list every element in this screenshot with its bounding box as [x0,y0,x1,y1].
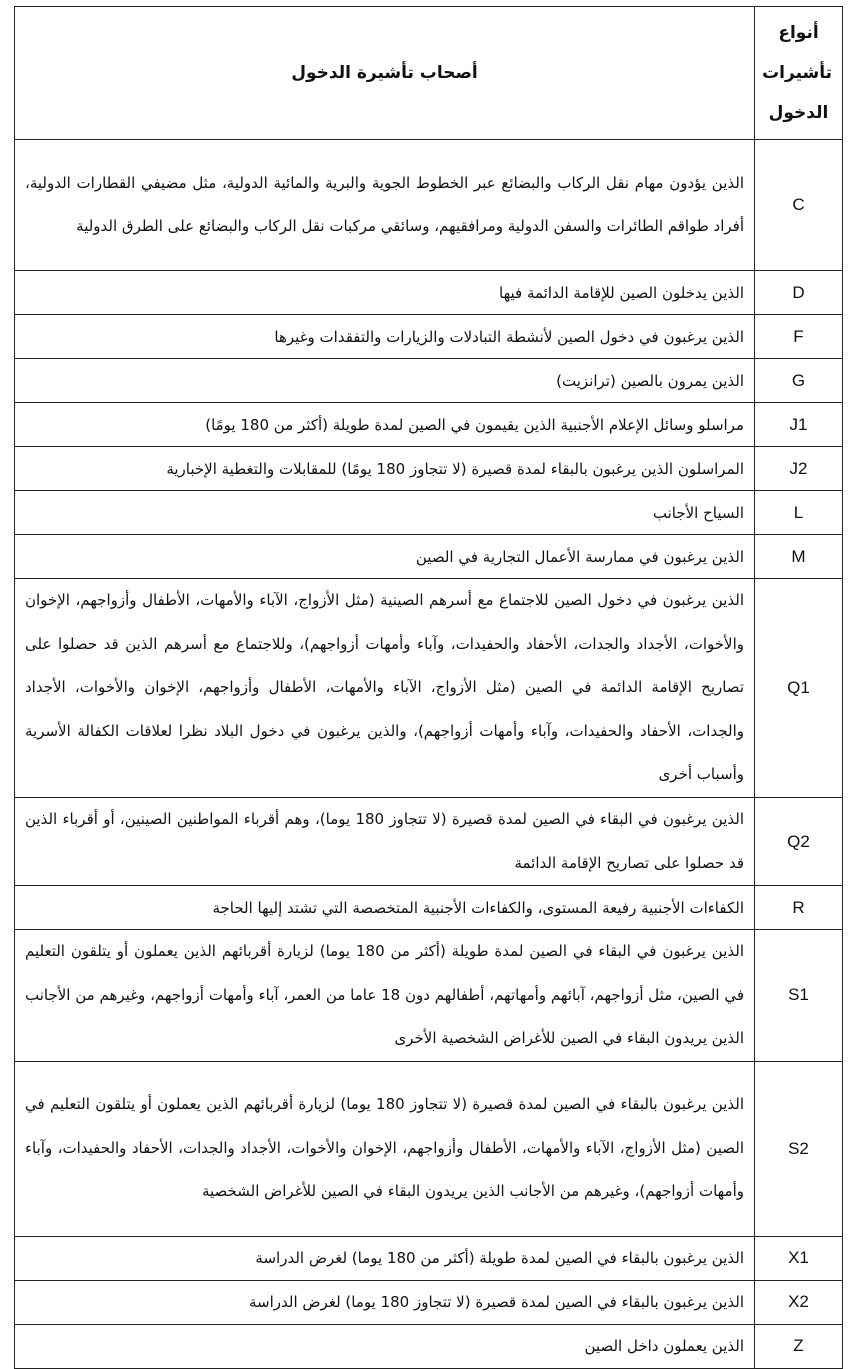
visa-holder-description: الكفاءات الأجنبية رفيعة المستوى، والكفاءات الأجنبية المتخصصة التي تشتد إليها الحاجة [15,886,755,930]
table-row [15,271,843,315]
visa-code: S1 [755,930,843,1062]
header-visa-types: أنواع تأشيرات الدخول [755,7,843,140]
visa-holder-description: الذين يعملون داخل الصين [15,1324,755,1368]
visa-code: M [755,535,843,579]
header-visa-holders: أصحاب تأشيرة الدخول [15,7,755,140]
visa-holder-description: الذين يرغبون في البقاء في الصين لمدة طويلة (أكثر من 180 يوما) لزيارة أقربائهم الذين يعملون أو يتلقون التعليم في الصين، مثل أزواجهم، آبائهم وأمهاتهم، أطفالهم دون 18 عاما من العمر، آباء وأمهات أزواجهم، وغيرهم من الأجانب الذين يريدون البقاء في الصين للأغراض الشخصية الأخرى [15,930,755,1062]
table-row [15,886,843,930]
table-row [15,798,843,886]
table-header-row [15,7,843,140]
visa-code: S2 [755,1061,843,1236]
visa-code: J1 [755,403,843,447]
visa-holder-description: الذين يؤدون مهام نقل الركاب والبضائع عبر الخطوط الجوية والبرية والمائية الدولية، مثل مضيفي القطارات الدولية، أفراد طواقم الطائرات والسفن الدولية ومرافقيهم، وسائقي مركبات نقل الركاب والبضائع على الطرق الدولية [15,140,755,271]
table-row [15,1061,843,1236]
visa-holder-description: الذين يرغبون بالبقاء في الصين لمدة طويلة (أكثر من 180 يوما) لغرض الدراسة [15,1236,755,1280]
visa-code: Q2 [755,798,843,886]
visa-code: Z [755,1324,843,1368]
table-row [15,1236,843,1280]
visa-code: J2 [755,447,843,491]
visa-code: D [755,271,843,315]
table-row [15,140,843,271]
table-row [15,579,843,798]
visa-code: Q1 [755,579,843,798]
visa-holder-description: الذين يرغبون بالبقاء في الصين لمدة قصيرة (لا تتجاوز 180 يوما) لغرض الدراسة [15,1280,755,1324]
table-row [15,315,843,359]
visa-code: G [755,359,843,403]
table-row [15,447,843,491]
visa-holder-description: الذين يرغبون في البقاء في الصين لمدة قصيرة (لا تتجاوز 180 يوما)، وهم أقرباء المواطنين الصينين، أو أقرباء الذين قد حصلوا على تصاريح الإقامة الدائمة [15,798,755,886]
visa-code: X2 [755,1280,843,1324]
visa-code: R [755,886,843,930]
visa-holder-description: الذين يرغبون في دخول الصين لأنشطة التبادلات والزيارات والتفقدات وغيرها [15,315,755,359]
visa-code: C [755,140,843,271]
table-row [15,403,843,447]
table-row [15,491,843,535]
visa-holder-description: المراسلون الذين يرغبون بالبقاء لمدة قصيرة (لا تتجاوز 180 يومًا) للمقابلات والتغطية الإخبارية [15,447,755,491]
visa-code: F [755,315,843,359]
table-row [15,359,843,403]
table-row [15,535,843,579]
visa-holder-description: مراسلو وسائل الإعلام الأجنبية الذين يقيمون في الصين لمدة طويلة (أكثر من 180 يومًا) [15,403,755,447]
visa-types-table [14,6,843,1369]
visa-holder-description: الذين يدخلون الصين للإقامة الدائمة فيها [15,271,755,315]
table-row [15,1280,843,1324]
table-row [15,930,843,1062]
visa-holder-description: الذين يمرون بالصين (ترانزيت) [15,359,755,403]
visa-holder-description: السياح الأجانب [15,491,755,535]
visa-holder-description: الذين يرغبون بالبقاء في الصين لمدة قصيرة (لا تتجاوز 180 يوما) لزيارة أقربائهم الذين يعملون أو يتلقون التعليم في الصين (مثل الأزواج، الآباء والأمهات، الأطفال وأزواجهم، الإخوان والأخوات، الأجداد والجدات، الأحفاد والحفيدات، وآباء وأمهات أزواجهم)، وغيرهم من الأجانب الذين يريدون البقاء في الصين للأغراض الشخصية [15,1061,755,1236]
visa-holder-description: الذين يرغبون في دخول الصين للاجتماع مع أسرهم الصينية (مثل الأزواج، الآباء والأمهات، الأطفال وأزواجهم، الإخوان والأخوات، الأجداد والجدات، الأحفاد والحفيدات، وآباء وأمهات أزواجهم)، وللاجتماع مع أسرهم الذين قد حصلوا على تصاريح الإقامة الدائمة في الصين (مثل الأزواج، الآباء والأمهات، الأطفال وأزواجهم، الإخوان والأخوات، الأجداد والجدات، الأحفاد والحفيدات، وآباء وأمهات أزواجهم)، والذين يرغبون في دخول البلاد نظرا لعلاقات الكفالة الأسرية وأسباب أخرى [15,579,755,798]
visa-code: X1 [755,1236,843,1280]
table-row [15,1324,843,1368]
visa-code: L [755,491,843,535]
visa-holder-description: الذين يرغبون في ممارسة الأعمال التجارية في الصين [15,535,755,579]
